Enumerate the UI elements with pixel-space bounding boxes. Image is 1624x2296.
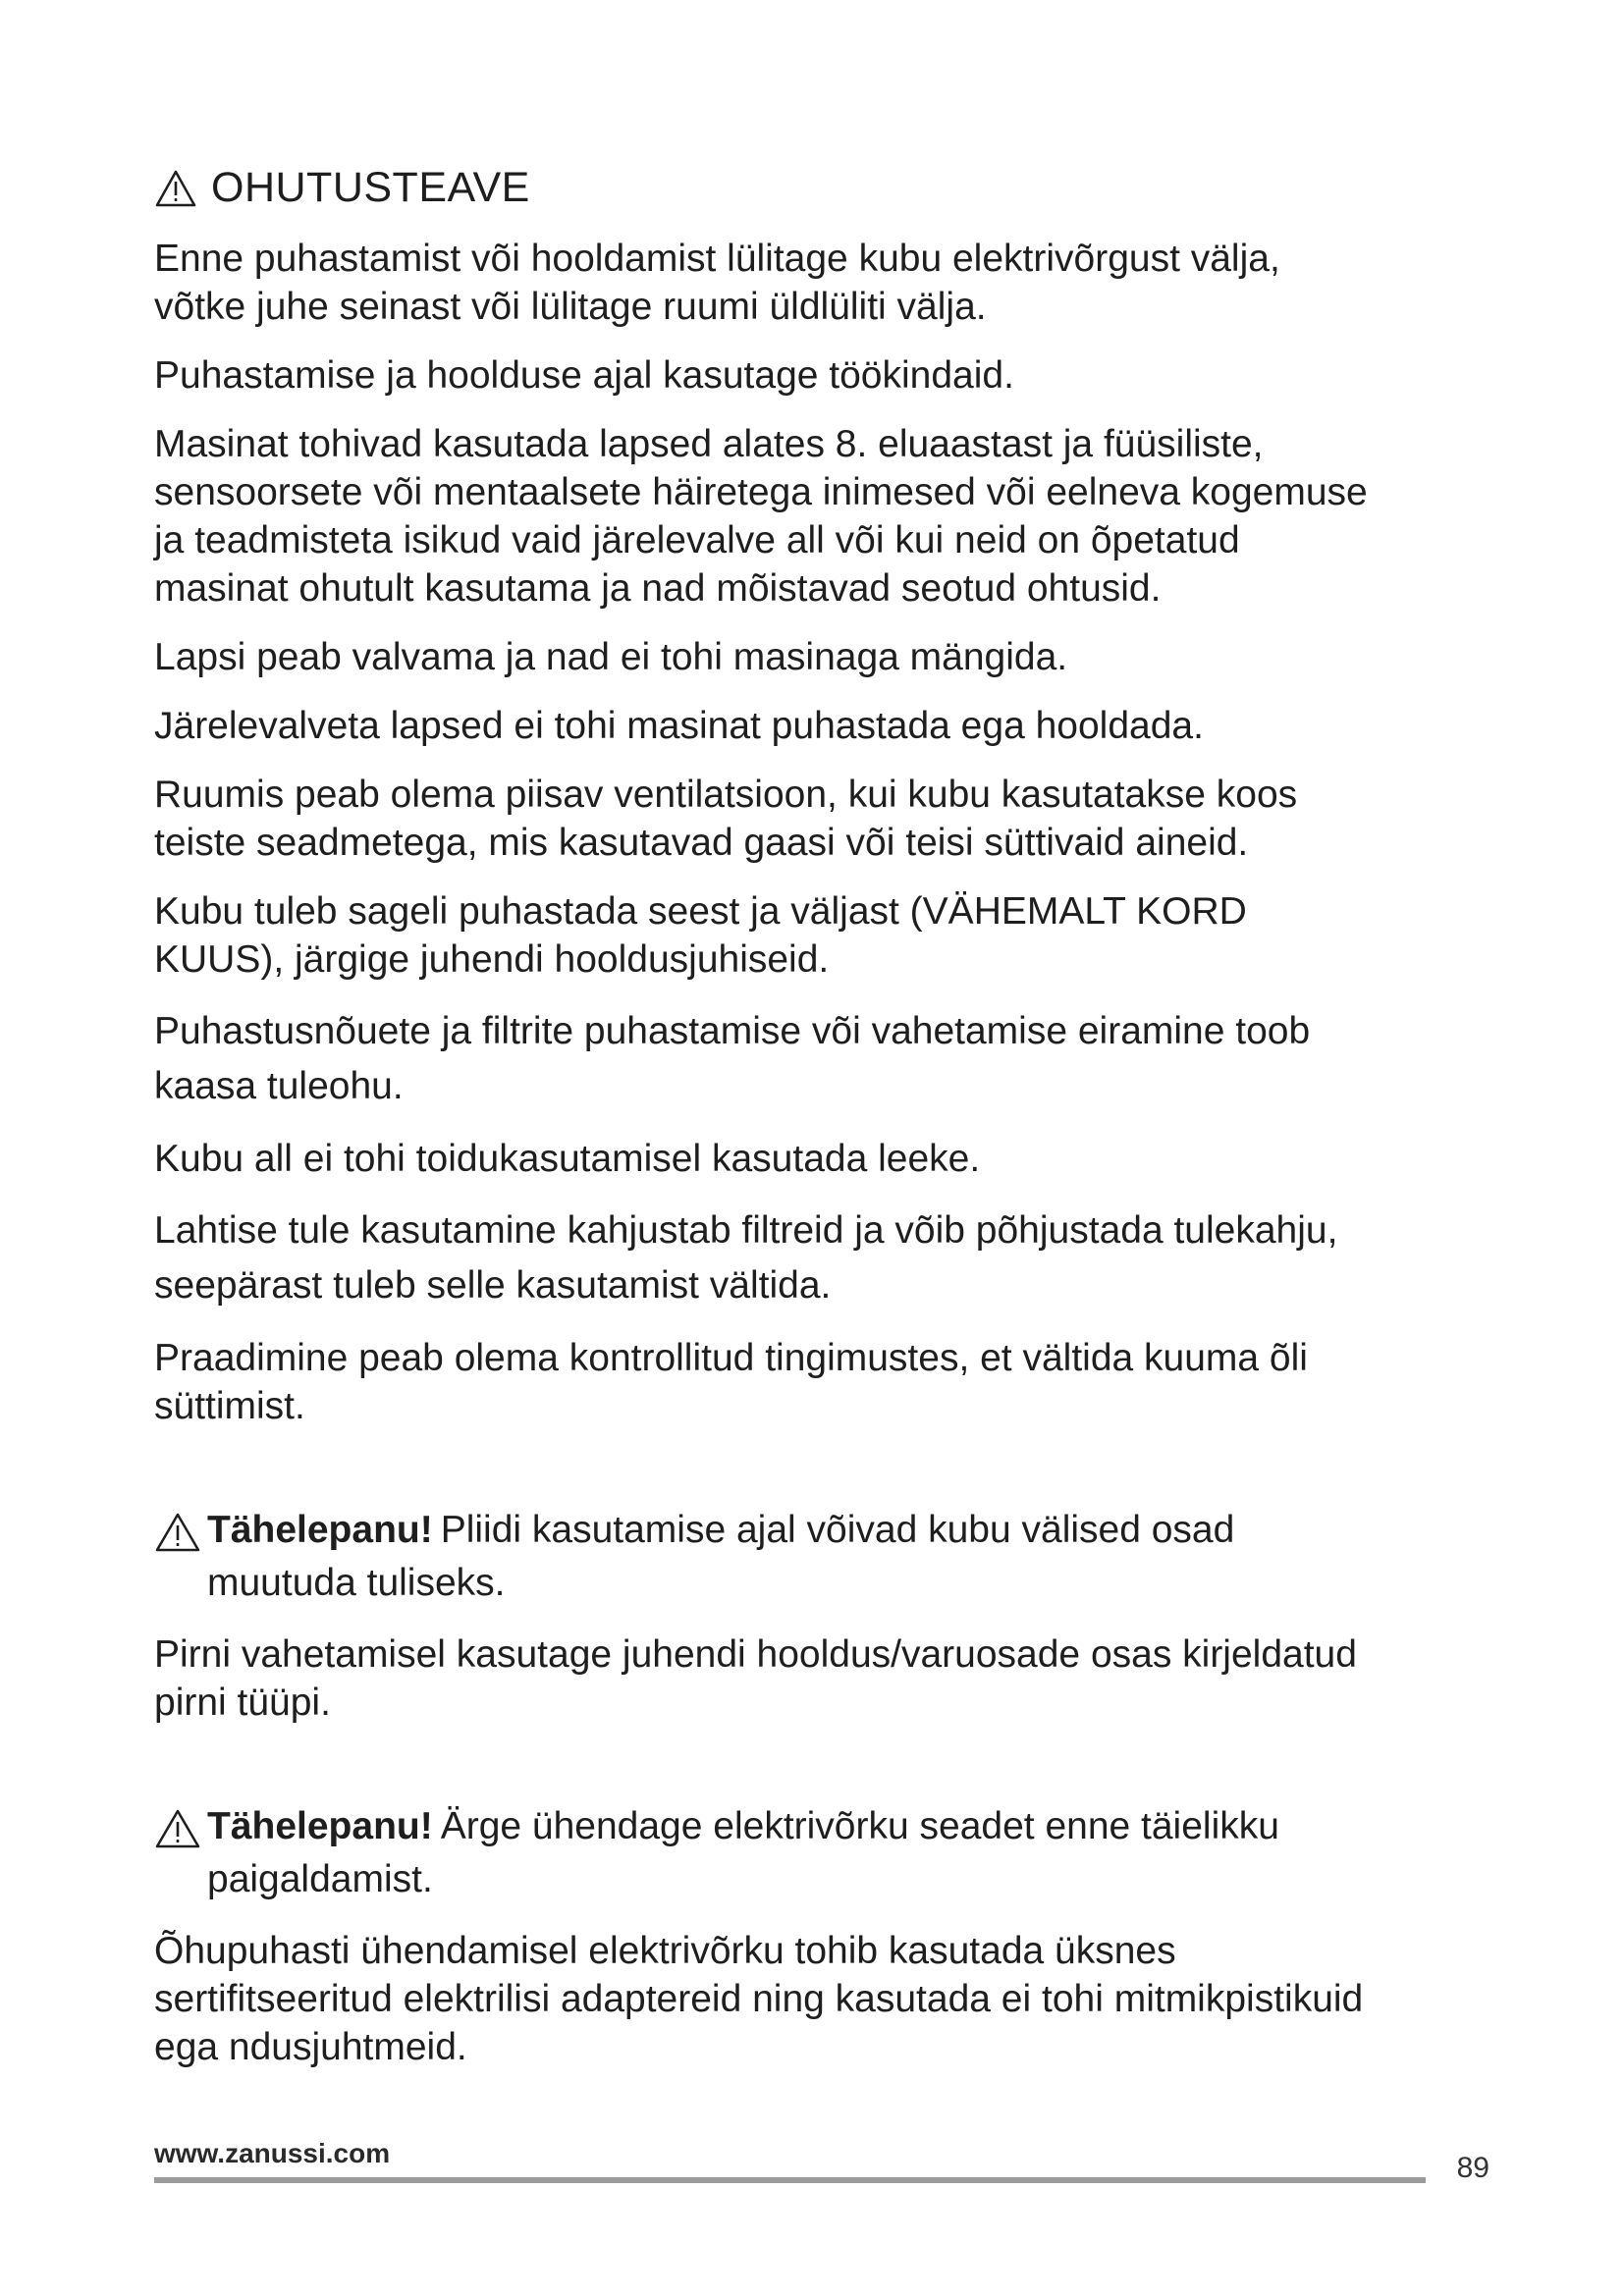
paragraph-bulb: Pirni vahetamisel kasutage juhendi hooldus/varuosade osas kirjeldatud pirni tüüpi.: [154, 1633, 1357, 1725]
section-title: OHUTUSTEAVE: [211, 164, 530, 211]
paragraph-gloves: Puhastamise ja hoolduse ajal kasutage töökindaid.: [154, 354, 1014, 398]
paragraph-adapters: Õhupuhasti ühendamisel elektrivõrku tohib kasutada üksnes sertifitseeritud elektrilisi adaptereid ning kasutada ei tohi mitmikpistikuid ega ndusjuhtmeid.: [154, 1930, 1364, 2069]
warning-hot-parts: [154, 1451, 1489, 1610]
footer-divider: [154, 2177, 1426, 2183]
paragraph-open-fire: Lahtise tule kasutamine kahjustab filtreid ja võib põhjustada tulekahju, seepärast tuleb selle kasutamist vältida.: [154, 1209, 1338, 1308]
website-link[interactable]: www.zanussi.com: [154, 2138, 391, 2168]
paragraph-frying: Praadimine peab olema kontrollitud tingimustes, et vältida kuuma õli süttimist.: [154, 1337, 1308, 1428]
paragraph-disconnect: Enne puhastamist või hooldamist lülitage kubu elektrivõrgust välja, võtke juhe seinast või lülitage ruumi üldlüliti välja.: [154, 238, 1280, 329]
warning-triangle-icon: [154, 169, 197, 208]
safety-section: [154, 165, 1489, 2092]
warning-installation: [154, 1747, 1489, 1906]
warning-text: Pliidi kasutamise ajal võivad kubu välised osad muutuda tuliseks.: [207, 1509, 1235, 1605]
warning-text: Ärge ühendage elektrivõrku seadet enne täielikku paigaldamist.: [207, 1805, 1279, 1901]
page-number: 89: [1456, 2152, 1489, 2184]
warning-triangle-icon: [154, 1459, 201, 1500]
paragraph-supervise: Lapsi peab valvama ja nad ei tohi masinaga mängida.: [154, 636, 1068, 679]
paragraph-no-flames: Kubu all ei tohi toidukasutamisel kasutada leeke.: [154, 1138, 981, 1181]
section-heading: [154, 165, 1489, 211]
warning-label: Tähelepanu!: [207, 1805, 433, 1848]
warning-triangle-icon: [154, 1755, 201, 1796]
paragraph-children-usage: Masinat tohivad kasutada lapsed alates 8. eluaastast ja füüsiliste, sensoorsete või mentaalsete häiretega inimesed või eelneva kogemuse ja teadmisteta isikud vaid järelevalve all või kui neid on õpetatud masinat ohutult kasutama ja nad mõistavad seotud ohtusid.: [154, 423, 1368, 611]
paragraph-cleaning-children: Järelevalveta lapsed ei tohi masinat puhastada ega hooldada.: [154, 705, 1204, 748]
paragraph-fire-risk: Puhastusnõuete ja filtrite puhastamise või vahetamise eiramine toob kaasa tuleohu.: [154, 1010, 1311, 1108]
paragraph-clean-monthly: Kubu tuleb sageli puhastada seest ja väljast (VÄHEMALT KORD KUUS), järgige juhendi hooldusjuhiseid.: [154, 890, 1247, 982]
page-footer: [154, 2138, 1489, 2187]
paragraph-ventilation: Ruumis peab olema piisav ventilatsioon, kui kubu kasutatakse koos teiste seadmetega, mis kasutavad gaasi või teisi süttivaid aineid.: [154, 774, 1298, 865]
warning-label: Tähelepanu!: [207, 1509, 433, 1552]
